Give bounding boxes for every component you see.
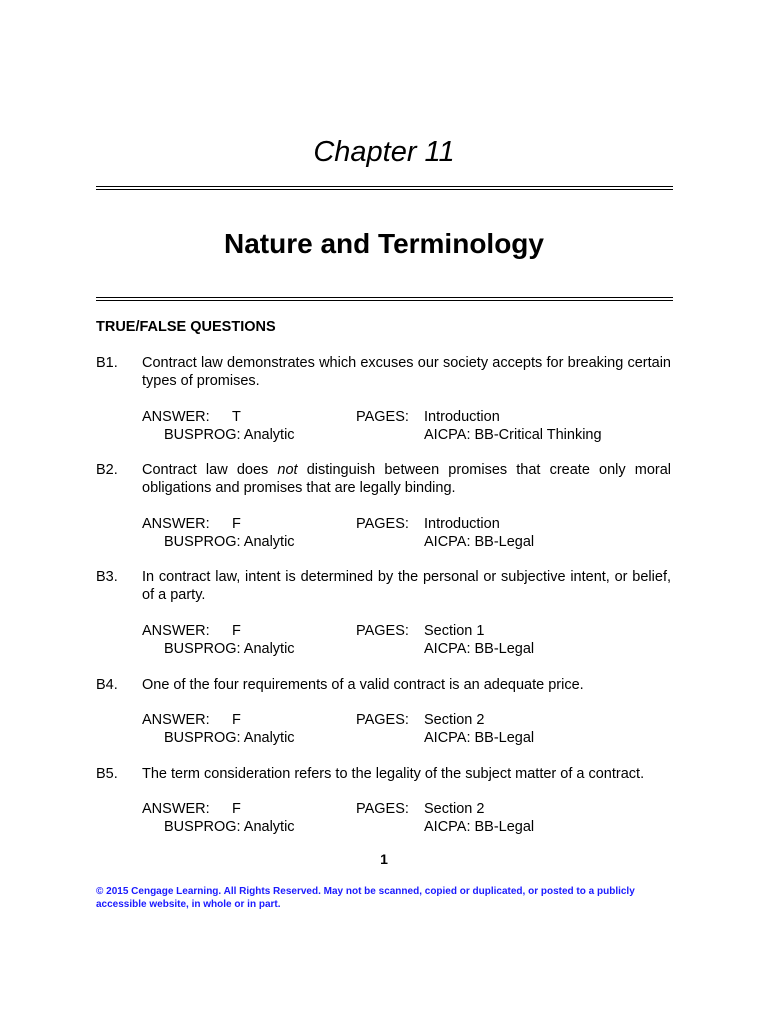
question-meta [142,408,673,444]
busprog-value: BUSPROG: Analytic [164,427,295,443]
pages-label: PAGES: [356,801,409,817]
question-meta [142,800,673,836]
page-title: Nature and Terminology [224,228,544,259]
pages-value: Section 1 [424,623,485,639]
question-text [142,461,671,497]
question-meta [142,711,673,747]
question-number: B3. [96,569,118,585]
aicpa-value: AICPA: BB-Legal [424,534,535,550]
answer-label: ANSWER: [142,801,210,817]
pages-label: PAGES: [356,623,409,639]
copyright-notice: © 2015 Cengage Learning. All Rights Reserved. May not be scanned, copied or duplicated, or posted to a publicly accessible website, in whole or in part. [96,886,635,910]
answer-value: T [232,409,241,425]
aicpa-value: AICPA: BB-Legal [424,641,535,657]
question-number: B4. [96,677,118,693]
pages-label: PAGES: [356,712,409,728]
busprog-value: BUSPROG: Analytic [164,534,295,550]
pages-label: PAGES: [356,516,409,532]
bottom-double-rule [96,297,673,301]
page-number: 1 [380,851,388,867]
answer-label: ANSWER: [142,712,210,728]
answer-label: ANSWER: [142,623,210,639]
pages-value: Section 2 [424,712,485,728]
section-heading: TRUE/FALSE QUESTIONS [96,319,276,335]
answer-value: F [232,801,241,817]
question-text: In contract law, intent is determined by the personal or subjective intent, or belief, of a party. [142,569,671,603]
pages-value: Introduction [424,516,500,532]
question-number: B1. [96,355,118,371]
question-text: Contract law demonstrates which excuses our society accepts for breaking certain types of promises. [142,355,671,389]
answer-label: ANSWER: [142,516,210,532]
answer-value: F [232,712,241,728]
question-number: B2. [96,462,118,478]
aicpa-value: AICPA: BB-Legal [424,819,535,835]
question-text-emphasis: not [277,462,298,478]
chapter-heading: Chapter 11 [313,136,455,168]
answer-value: F [232,516,241,532]
question-meta [142,515,673,551]
question-meta [142,622,673,658]
busprog-value: BUSPROG: Analytic [164,641,295,657]
aicpa-value: AICPA: BB-Legal [424,730,535,746]
question-text: The term consideration refers to the legality of the subject matter of a contract. [142,766,645,782]
pages-value: Introduction [424,409,500,425]
answer-value: F [232,623,241,639]
busprog-value: BUSPROG: Analytic [164,819,295,835]
question-text-part: distinguish between promises that create only moral obligations and promises that are legally binding. [142,462,671,496]
busprog-value: BUSPROG: Analytic [164,730,295,746]
top-double-rule [96,186,673,190]
question-number: B5. [96,766,118,782]
answer-label: ANSWER: [142,409,210,425]
pages-label: PAGES: [356,409,409,425]
aicpa-value: AICPA: BB-Critical Thinking [424,427,602,443]
question-text: One of the four requirements of a valid contract is an adequate price. [142,677,584,693]
pages-value: Section 2 [424,801,485,817]
question-text-part: Contract law does [142,462,278,478]
